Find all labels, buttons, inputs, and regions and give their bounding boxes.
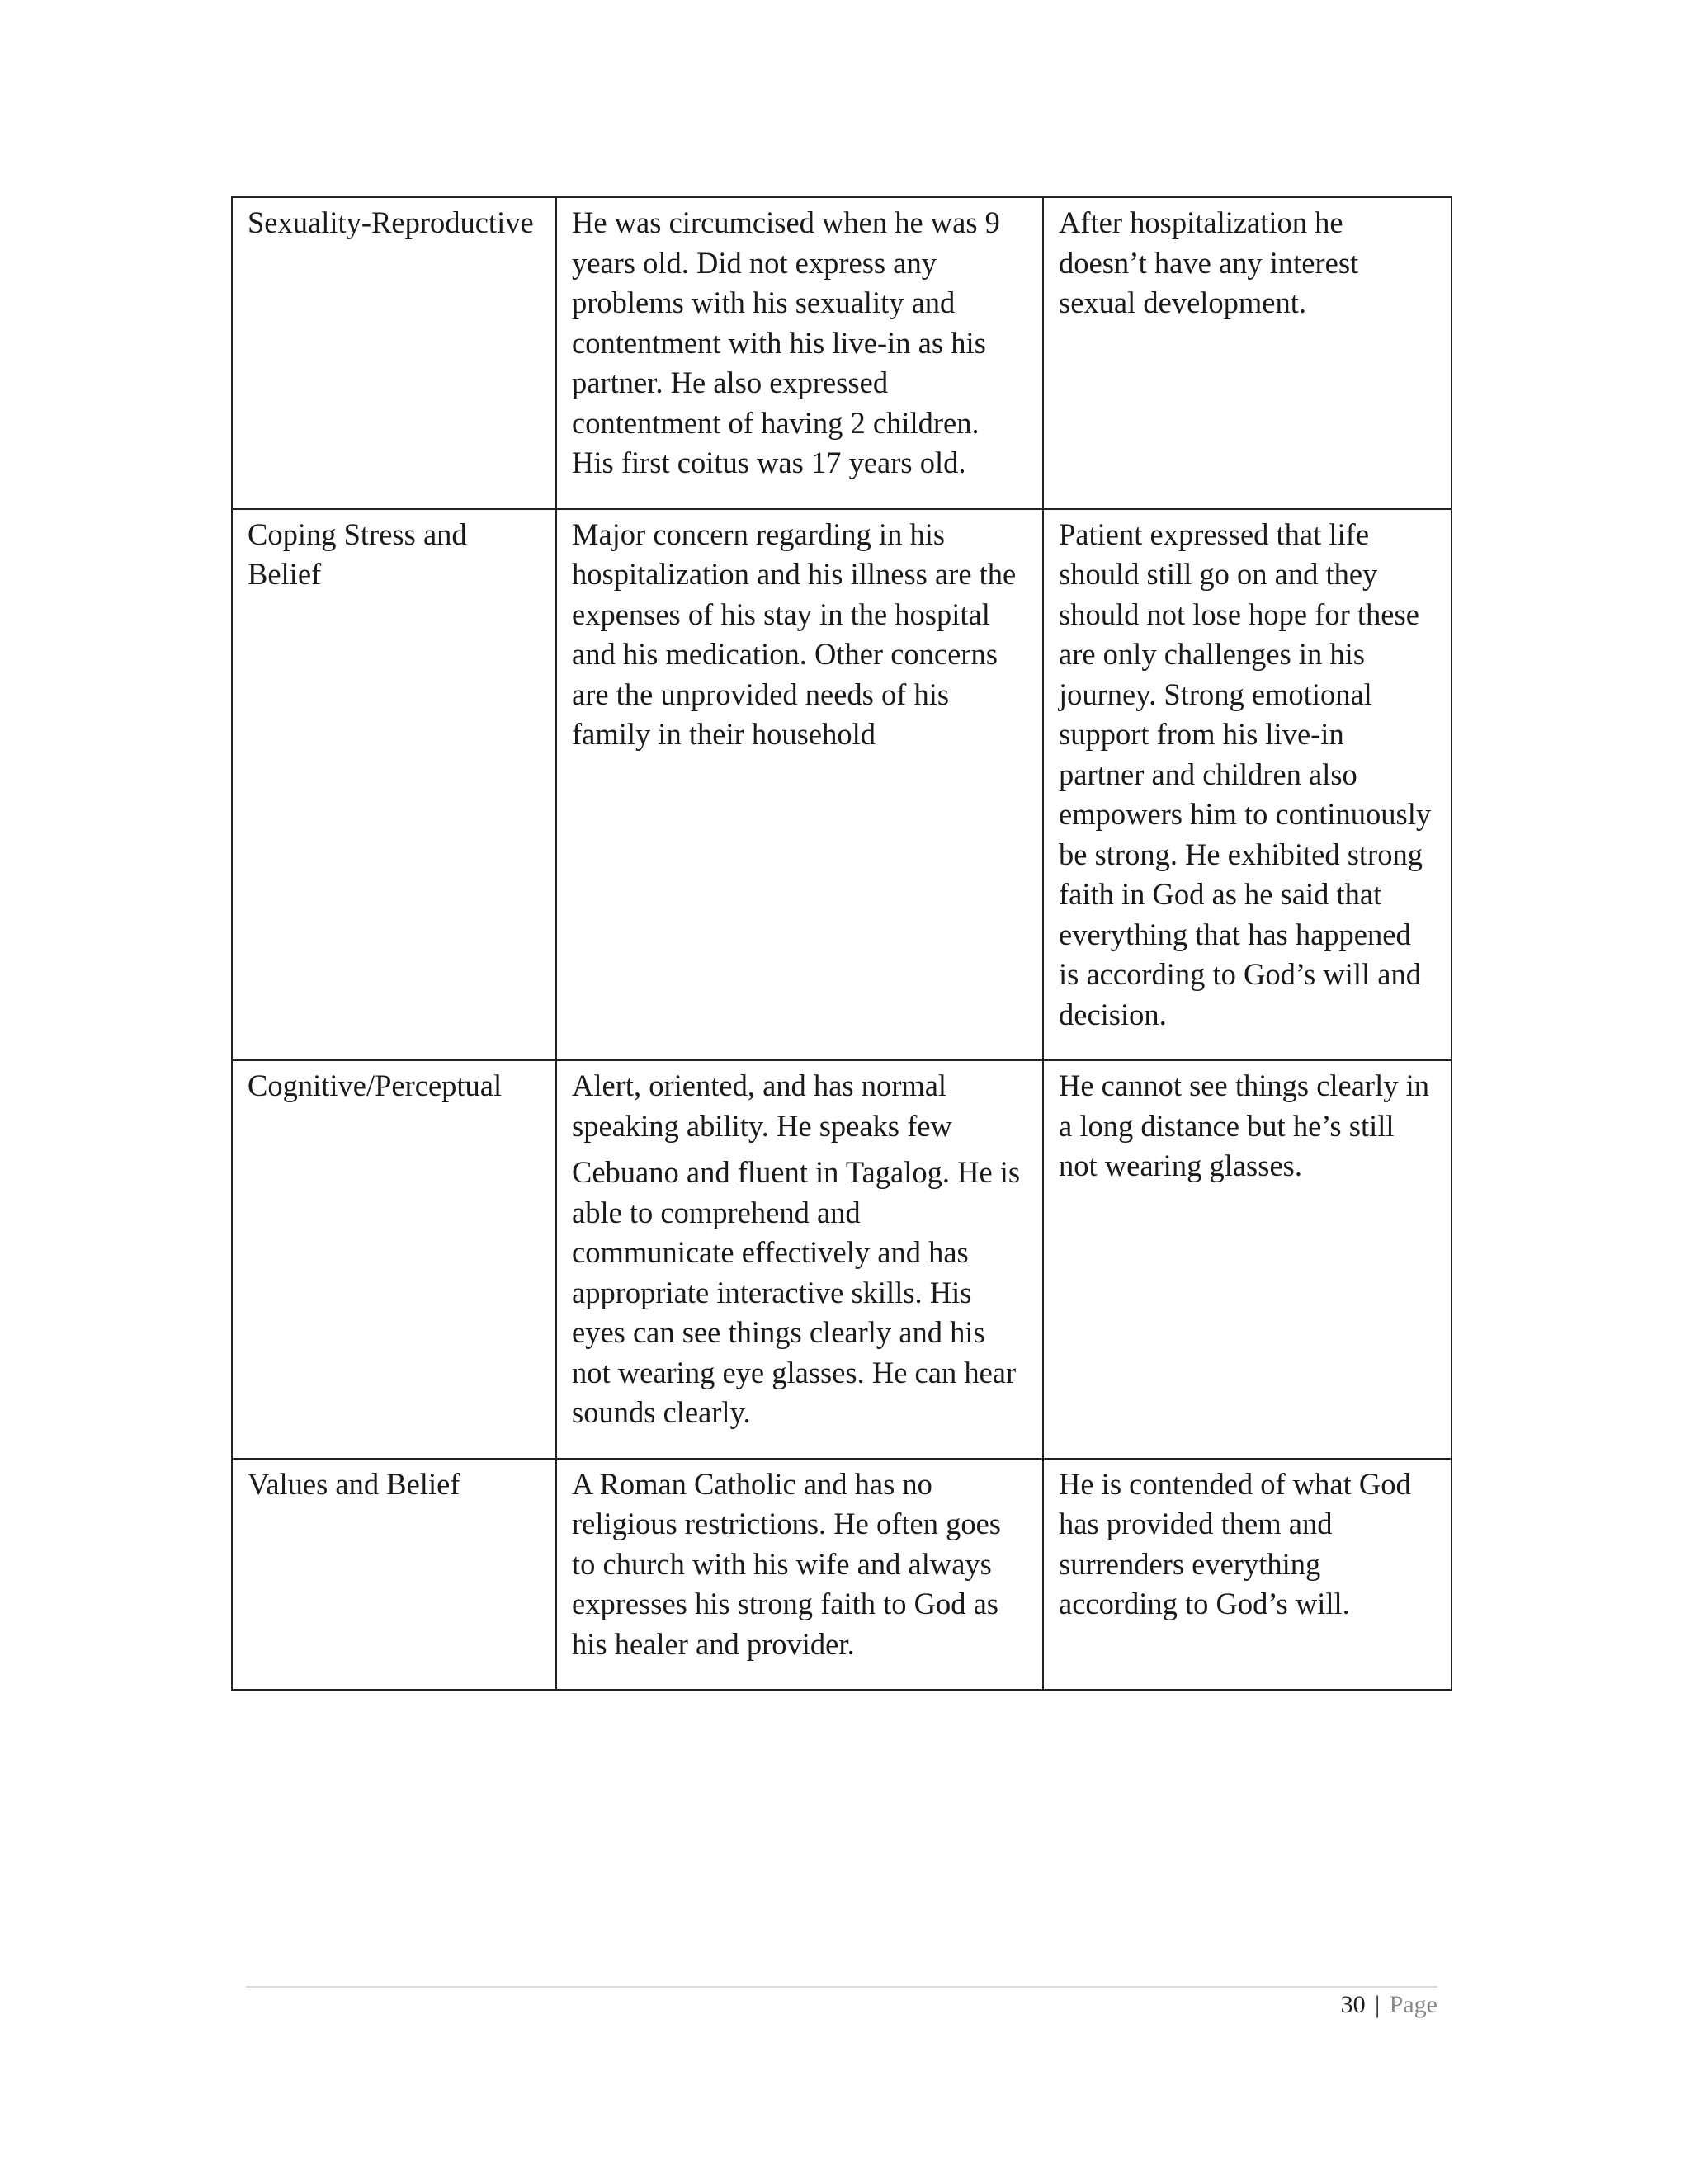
during-text: After hospitalization he doesn’t have any interest sexual development. — [1059, 205, 1359, 319]
before-text-paragraph-1: Alert, oriented, and has normal speaking ability. He speaks few — [572, 1068, 952, 1143]
before-text: He was circumcised when he was 9 years old. Did not express any problems with his sexuality and contentment with his live-in as his partner. He also expressed contentment of having 2 children. His first coitus was 17 years old. — [572, 205, 1000, 479]
health-pattern-table — [231, 196, 1452, 1691]
table-cell-during — [1043, 509, 1452, 1061]
table-row — [232, 1060, 1452, 1459]
table-row — [232, 509, 1452, 1061]
table-cell-before — [556, 1459, 1043, 1691]
table-cell-pattern — [232, 1459, 556, 1691]
pattern-label: Cognitive/Perceptual — [248, 1068, 503, 1102]
table-cell-before — [556, 1060, 1043, 1459]
during-text: He is contended of what God has provided them and surrenders everything according to God’s will. — [1059, 1466, 1411, 1620]
table-cell-before — [556, 197, 1043, 509]
before-text: Major concern regarding in his hospitalization and his illness are the expenses of his stay in the hospital and his medication. Other concerns are the unprovided needs of his family in their household — [572, 517, 1017, 751]
table-cell-pattern — [232, 509, 556, 1061]
pattern-label: Coping Stress and Belief — [248, 517, 467, 591]
before-text: A Roman Catholic and has no religious restrictions. He often goes to church with his wife and always expresses his strong faith to God as his healer and provider. — [572, 1466, 1002, 1661]
pattern-label: Sexuality-Reproductive — [248, 205, 534, 239]
during-text: Patient expressed that life should still go on and they should not lose hope for these are only challenges in his journey. Strong emotional support from his live-in partner and children also empowers him to continuously be strong. He exhibited strong faith in God as he said that everything that has happened is according to God’s will and decision. — [1059, 517, 1432, 1031]
table-cell-during — [1043, 197, 1452, 509]
table-row — [232, 197, 1452, 509]
table-cell-pattern — [232, 1060, 556, 1459]
page-number: 30 — [1340, 1991, 1366, 2018]
table-cell-during — [1043, 1459, 1452, 1691]
before-text-paragraph-2: Cebuano and fluent in Tagalog. He is able to comprehend and communicate effectively and has appropriate interactive skills. His eyes can see things clearly and his not wearing eye glasses. He can hear sounds clearly. — [572, 1155, 1021, 1429]
table-cell-before — [556, 509, 1043, 1061]
paragraph-gap — [572, 1146, 1029, 1153]
table-row — [232, 1459, 1452, 1691]
footer-separator: | — [1375, 1991, 1381, 2018]
pattern-label: Values and Belief — [248, 1466, 460, 1501]
table-cell-during — [1043, 1060, 1452, 1459]
during-text: He cannot see things clearly in a long distance but he’s still not wearing glasses. — [1059, 1068, 1429, 1182]
table-cell-pattern — [232, 197, 556, 509]
page-footer — [1341, 1987, 1437, 2023]
footer-divider — [246, 1986, 1437, 1988]
page-word: Page — [1389, 1991, 1437, 2018]
